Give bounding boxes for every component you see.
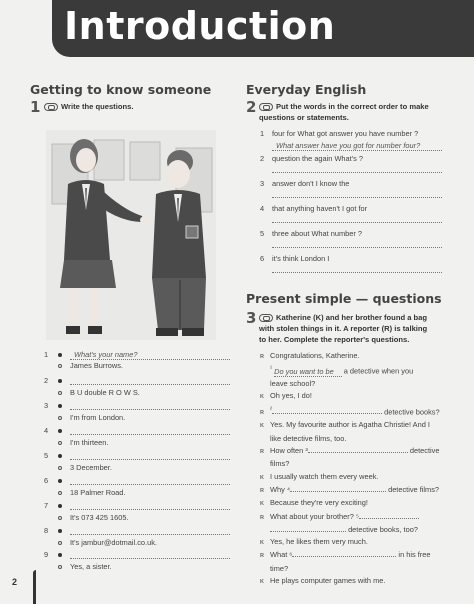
item-number: 2 <box>44 376 49 385</box>
answer-bullet <box>58 441 62 445</box>
item-number: 5 <box>44 451 49 460</box>
question-bullet <box>58 529 62 533</box>
dialogue-blank-2[interactable] <box>272 413 382 414</box>
ex2-answer-1: What answer have you got for number four? <box>276 141 421 150</box>
two-students-drawing-icon <box>46 130 216 340</box>
ex2-item-number: 1 <box>260 129 265 138</box>
reporter-dialogue <box>260 350 470 588</box>
exercise-1-instruction: Write the questions. <box>44 101 133 112</box>
answer-7: It's 073 425 1605. <box>70 513 129 522</box>
question-line-5[interactable] <box>70 459 230 460</box>
answer-bullet <box>58 516 62 520</box>
dialogue-line: K He plays computer games with me. <box>260 575 386 585</box>
page-title: Introduction <box>64 4 336 48</box>
dialogue-blank-5b[interactable] <box>270 531 346 532</box>
dialogue-line: R What about your brother? ⁵ <box>260 511 470 524</box>
question-bullet <box>58 454 62 458</box>
answer-6: 18 Palmer Road. <box>70 488 126 497</box>
section-title-getting-to-know: Getting to know someone <box>30 82 212 97</box>
dialogue-blank-3[interactable] <box>308 452 408 453</box>
ex2-jumbled-words-5: three about What number ? <box>272 229 362 238</box>
dialogue-answer-1[interactable]: Do you want to be <box>274 367 342 377</box>
item-number: 3 <box>44 401 49 410</box>
audio-cd-icon <box>259 103 273 111</box>
audio-cd-icon <box>44 103 58 111</box>
question-line-4[interactable] <box>70 434 230 435</box>
question-line-1[interactable] <box>70 359 230 360</box>
audio-cd-icon <box>259 314 273 322</box>
ex2-jumbled-words-2: question the again What's ? <box>272 154 363 163</box>
dialogue-line: leave school? <box>270 379 316 389</box>
dialogue-line: films? <box>270 459 290 469</box>
dialogue-line: R Congratulations, Katherine. <box>260 350 470 363</box>
ex2-answer-line-2[interactable] <box>272 172 442 173</box>
question-line-3[interactable] <box>70 409 230 410</box>
answer-8: It's jambur@dotmail.co.uk. <box>70 538 157 547</box>
ex2-item-number: 3 <box>260 179 265 188</box>
question-line-9[interactable] <box>70 558 230 559</box>
dialogue-line: time? <box>270 563 289 573</box>
dialogue-line: K I usually watch them every week. <box>260 471 379 481</box>
page-number: 2 <box>12 577 18 587</box>
ex2-answer-line-3[interactable] <box>272 197 442 198</box>
ex2-item-number: 4 <box>260 204 265 213</box>
question-bullet <box>58 479 62 483</box>
page-edge-bar <box>33 570 36 604</box>
answer-bullet <box>58 491 62 495</box>
exercise-2-number: 2 <box>246 98 257 116</box>
dialogue-line: K Because they're very exciting! <box>260 498 368 508</box>
exercise-2-instruction: Put the words in the correct order to make questions or statements. <box>259 102 429 122</box>
question-line-8[interactable] <box>70 534 230 535</box>
dialogue-blank-5a[interactable] <box>359 518 419 519</box>
ex2-item-number: 6 <box>260 254 265 263</box>
item-number: 4 <box>44 426 49 435</box>
item-number: 1 <box>44 350 49 359</box>
title-banner <box>52 0 474 57</box>
answer-bullet <box>58 565 62 569</box>
section-title-everyday-english: Everyday English <box>246 82 367 97</box>
dialogue-line: detective books, too? <box>260 524 470 536</box>
dialogue-line: R Why ⁴ detective films? <box>260 484 440 494</box>
answer-bullet <box>58 466 62 470</box>
dialogue-blank-4[interactable] <box>290 491 386 492</box>
exercise-3-number: 3 <box>246 309 257 327</box>
answer-4: I'm thirteen. <box>70 438 109 447</box>
answer-bullet <box>58 416 62 420</box>
question-line-6[interactable] <box>70 484 230 485</box>
ex2-answer-line-6[interactable] <box>272 272 442 273</box>
speaker-r: R <box>260 354 264 360</box>
ex2-jumbled-words-6: it's think London I <box>272 254 330 263</box>
section-title-present-simple: Present simple — questions <box>246 291 442 306</box>
question-line-7[interactable] <box>70 509 230 510</box>
ex2-answer-line-4[interactable] <box>272 222 442 223</box>
exercise-3-instruction: Katherine (K) and her brother found a bag with stolen things in it. A reporter (R) is talking to her. Complete the reporter's questions. <box>259 313 428 344</box>
question-bullet <box>58 504 62 508</box>
dialogue-blank-6[interactable] <box>292 556 396 557</box>
ex2-item-number: 2 <box>260 154 265 163</box>
answer-bullet <box>58 364 62 368</box>
question-bullet <box>58 353 62 357</box>
item-number: 6 <box>44 476 49 485</box>
item-number: 9 <box>44 550 49 559</box>
ex2-jumbled-words-4: that anything haven't I got for <box>272 204 368 213</box>
item-number: 7 <box>44 501 49 510</box>
students-illustration <box>46 130 216 340</box>
dialogue-line: like detective films, too. <box>270 433 347 443</box>
dialogue-line: $^{^1}$ Do you want to be a detective when you <box>270 365 414 376</box>
answer-bullet <box>58 541 62 545</box>
dialogue-line: R How often ³ detective <box>260 446 440 456</box>
dialogue-line: R What ⁶ in his free <box>260 550 431 560</box>
question-answer-1: What's your name? <box>74 350 138 359</box>
answer-9: Yes, a sister. <box>70 562 112 571</box>
question-line-2[interactable] <box>70 384 230 385</box>
dialogue-line: K Oh yes, I do! <box>260 391 312 401</box>
dialogue-line: K Yes. My favourite author is Agatha Christie! And I <box>260 420 430 430</box>
item-number: 8 <box>44 526 49 535</box>
answer-5: 3 December. <box>70 463 112 472</box>
answer-2: B U double R O W S. <box>70 388 140 397</box>
answer-3: I'm from London. <box>70 413 126 422</box>
dialogue-line: K Yes, he likes them very much. <box>260 537 368 547</box>
answer-bullet <box>58 391 62 395</box>
question-bullet <box>58 379 62 383</box>
ex2-answer-line-5[interactable] <box>272 247 442 248</box>
ex2-answer-line-1[interactable] <box>272 150 442 151</box>
question-bullet <box>58 429 62 433</box>
ex2-item-number: 5 <box>260 229 265 238</box>
question-bullet <box>58 404 62 408</box>
exercise-1-number: 1 <box>30 98 41 116</box>
answer-1: James Burrows. <box>70 361 123 370</box>
ex2-jumbled-words-3: answer don't I know the <box>272 179 350 188</box>
dialogue-line: $R^{^2}$ detective books? <box>260 405 440 417</box>
ex2-jumbled-words-1: four for What got answer you have number ? <box>272 129 419 138</box>
question-bullet <box>58 553 62 557</box>
